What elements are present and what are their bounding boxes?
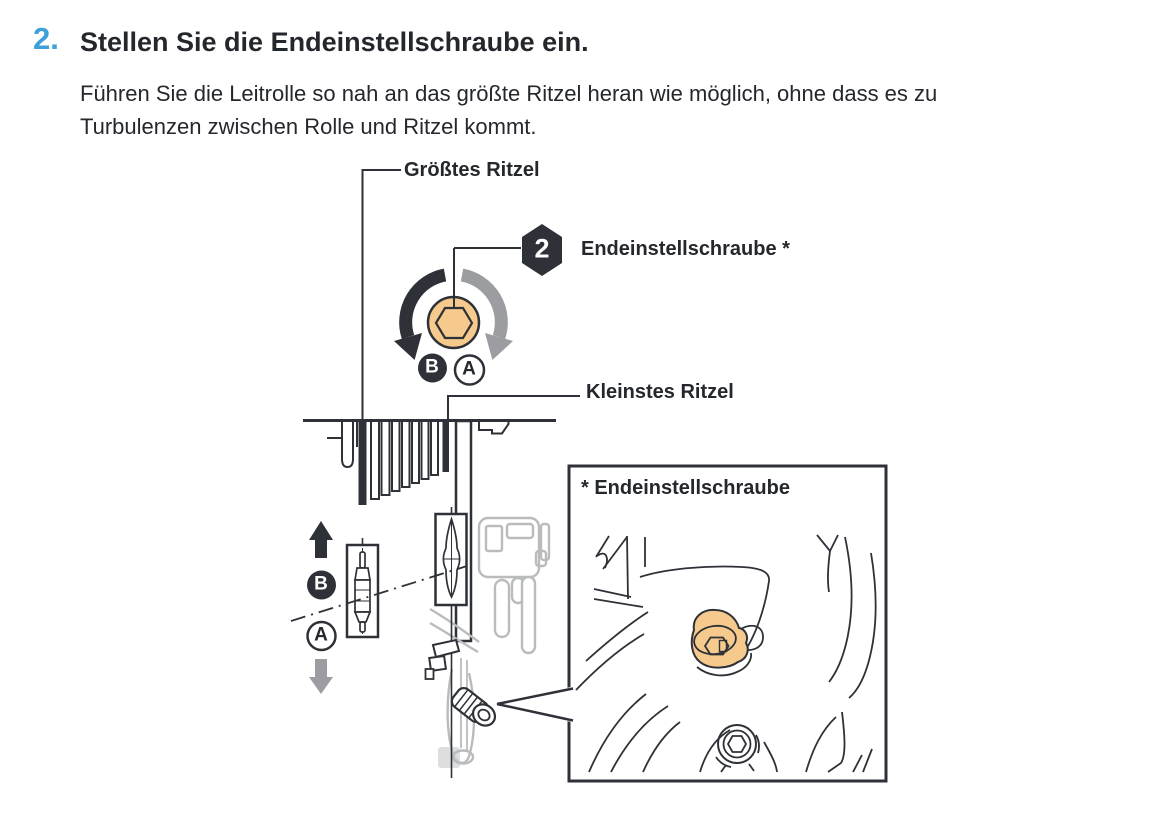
label-adjust-screw: Endeinstellschraube * (581, 238, 790, 260)
step-title: Stellen Sie die Endeinstellschraube ein. (80, 27, 589, 57)
rotate-b-letter: B (425, 356, 439, 378)
leader-smallest-sprocket (448, 396, 580, 420)
move-b-letter: B (314, 573, 328, 595)
callout-pointer (496, 687, 573, 723)
leader-largest-sprocket (363, 170, 402, 420)
step-badge-number: 2 (534, 233, 550, 264)
step-body-line-1: Führen Sie die Leitrolle so nah an das größte Ritzel heran wie möglich, ohne dass es zu (80, 81, 938, 106)
inset-title: * Endeinstellschraube (581, 477, 790, 499)
up-arrow-icon (309, 521, 333, 558)
down-arrow-icon (309, 659, 333, 694)
inset-box (496, 466, 886, 781)
label-smallest-sprocket: Kleinstes Ritzel (586, 381, 734, 403)
move-a-letter: A (314, 624, 328, 646)
step-number: 2. (33, 21, 59, 56)
rotate-a-letter: A (462, 358, 476, 380)
label-largest-sprocket: Größtes Ritzel (404, 159, 540, 181)
pulley-position-boxes (347, 507, 467, 637)
smallest-sprocket-bar (443, 421, 450, 472)
step-body-line-2: Turbulenzen zwischen Rolle und Ritzel kommt. (80, 114, 537, 139)
cassette-sprockets (359, 421, 450, 505)
largest-sprocket-bar (359, 421, 367, 505)
